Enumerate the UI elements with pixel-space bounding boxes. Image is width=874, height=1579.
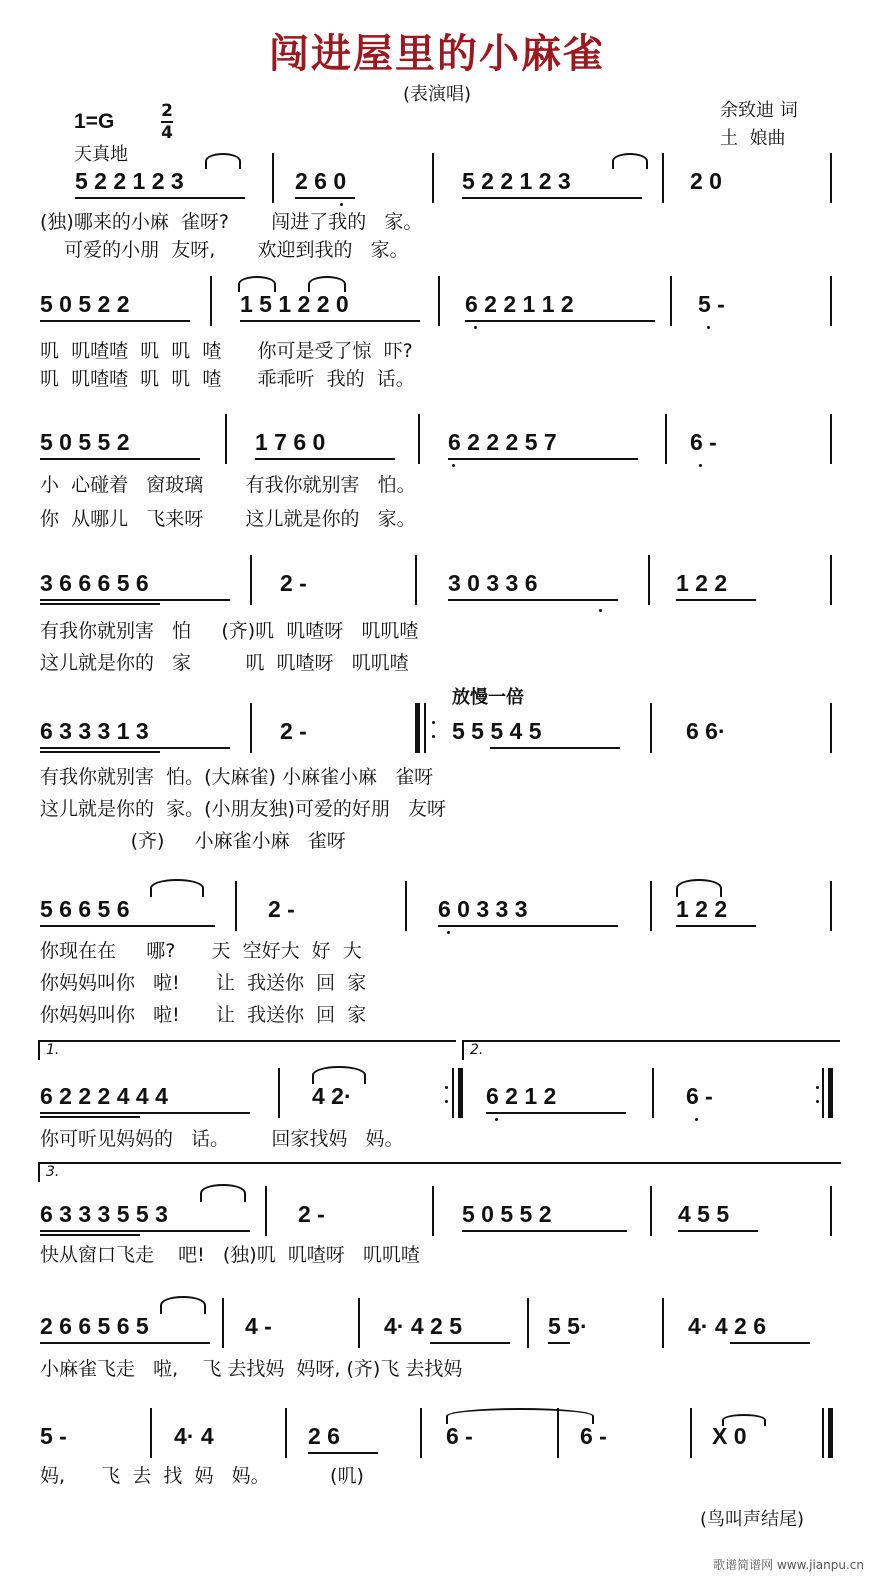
beam bbox=[676, 599, 756, 601]
repeat-dot bbox=[445, 1086, 448, 1089]
measure: 5 5· bbox=[548, 1313, 588, 1339]
barline bbox=[822, 1408, 824, 1458]
beam bbox=[678, 1230, 758, 1232]
measure: 1 2 2 bbox=[676, 570, 728, 596]
measure: 2 - bbox=[280, 718, 307, 744]
subtitle: (表演唱) bbox=[402, 84, 472, 105]
barline bbox=[150, 1408, 152, 1458]
measure: 3 0 3 3 6 bbox=[448, 570, 538, 596]
barline bbox=[690, 1408, 692, 1458]
lyric-verse-2: 这儿就是你的 家 叽 叽喳呀 叽叽喳 bbox=[40, 652, 409, 674]
octave-dot bbox=[474, 326, 477, 329]
slur bbox=[308, 276, 346, 292]
measure: 5 0 5 5 2 bbox=[40, 429, 130, 455]
measure: 1 2 2 bbox=[676, 896, 728, 922]
lyric-verse-2: 你 从哪儿 飞来呀 这儿就是你的 家。 bbox=[40, 508, 416, 530]
beam bbox=[295, 197, 355, 199]
tie bbox=[446, 1408, 594, 1424]
ending-note: (鸟叫声结尾) bbox=[700, 1509, 805, 1530]
slur bbox=[200, 1184, 246, 1202]
octave-dot bbox=[695, 1118, 698, 1121]
measure: 4· 4 2 6 bbox=[688, 1313, 766, 1339]
barline bbox=[222, 1298, 224, 1348]
final-barline bbox=[828, 1408, 833, 1458]
measure: 6 - bbox=[686, 1083, 713, 1109]
lyric-verse-3: (齐) 小麻雀小麻 雀呀 bbox=[40, 830, 346, 852]
measure: 6 0 3 3 3 bbox=[438, 896, 528, 922]
breath-mark bbox=[722, 1414, 766, 1426]
barline bbox=[665, 414, 667, 464]
repeat-end bbox=[828, 1068, 833, 1118]
measure: 5 - bbox=[698, 291, 725, 317]
lyric-verse-1: (独)哪来的小麻 雀呀? 闯进了我的 家。 bbox=[40, 211, 423, 233]
octave-dot bbox=[452, 464, 455, 467]
beam bbox=[676, 925, 756, 927]
beam bbox=[486, 1112, 626, 1114]
barline bbox=[527, 1298, 529, 1348]
measure: 6 - bbox=[580, 1423, 607, 1449]
beam bbox=[40, 458, 200, 460]
slur bbox=[612, 153, 648, 169]
measure: 5 5 5 4 5 bbox=[452, 718, 542, 744]
barline bbox=[830, 1186, 832, 1236]
beam bbox=[40, 599, 230, 601]
barline bbox=[652, 1068, 654, 1118]
beam bbox=[40, 1112, 250, 1114]
beam bbox=[462, 1230, 627, 1232]
measure: 6 2 2 2 5 7 bbox=[448, 429, 557, 455]
measure: 4· 4 2 5 bbox=[384, 1313, 462, 1339]
barline bbox=[830, 276, 832, 326]
barline bbox=[432, 153, 434, 203]
lyric-verse-1: 有我你就别害 怕 (齐)叽 叽喳呀 叽叽喳 bbox=[40, 620, 419, 642]
measure: 6 3 3 3 5 5 3 bbox=[40, 1201, 168, 1227]
tempo-mark: 放慢一倍 bbox=[452, 687, 524, 708]
octave-dot bbox=[707, 326, 710, 329]
lyric-verse-2: 叽 叽喳喳 叽 叽 喳 乖乖听 我的 话。 bbox=[40, 368, 415, 390]
barline bbox=[650, 703, 652, 753]
beam bbox=[40, 925, 215, 927]
slur bbox=[676, 879, 722, 897]
lyric-verse-1: 有我你就别害 怕。(大麻雀) 小麻雀小麻 雀呀 bbox=[40, 766, 434, 788]
beam bbox=[40, 320, 190, 322]
octave-dot bbox=[340, 203, 343, 206]
watermark: 歌谱简谱网 www.jianpu.cn bbox=[713, 1558, 864, 1572]
slur bbox=[205, 153, 241, 169]
lyric-verse-1: 你现在在 哪? 天 空好大 好 大 bbox=[40, 940, 362, 962]
barline bbox=[418, 414, 420, 464]
barline bbox=[670, 276, 672, 326]
barline bbox=[420, 1408, 422, 1458]
barline bbox=[432, 1186, 434, 1236]
lyric-verse-1: 小麻雀飞走 啦, 飞 去找妈 妈呀, (齐)飞 去找妈 bbox=[40, 1358, 463, 1380]
barline bbox=[830, 414, 832, 464]
expression-mark: 天真地 bbox=[74, 144, 128, 165]
measure: 5 6 6 5 6 bbox=[40, 896, 130, 922]
repeat-start bbox=[415, 703, 420, 753]
beam bbox=[40, 1234, 140, 1236]
barline bbox=[272, 153, 274, 203]
slur bbox=[238, 276, 276, 292]
slur bbox=[160, 1296, 206, 1314]
volta-3: 3. bbox=[38, 1162, 841, 1182]
beam bbox=[548, 1342, 570, 1344]
measure: 5 2 2 1 2 3 bbox=[462, 168, 571, 194]
beam bbox=[430, 1342, 510, 1344]
barline bbox=[235, 881, 237, 931]
barline bbox=[424, 703, 426, 753]
beam bbox=[40, 1116, 140, 1118]
lyric-verse-1: 你可听见妈妈的 话。 回家找妈 妈。 bbox=[40, 1128, 404, 1150]
lyric-verse-2: 你妈妈叫你 啦! 让 我送你 回 家 bbox=[40, 972, 367, 994]
barline bbox=[210, 276, 212, 326]
beam bbox=[308, 1452, 378, 1454]
measure: 1 5 1 2 2 0 bbox=[240, 291, 349, 317]
beam bbox=[40, 603, 160, 605]
volta-2: 2. bbox=[462, 1040, 840, 1060]
beam bbox=[40, 751, 160, 753]
barline bbox=[830, 703, 832, 753]
beam bbox=[730, 1342, 810, 1344]
measure: 6 - bbox=[690, 429, 717, 455]
repeat-dot bbox=[816, 1086, 819, 1089]
measure: 2 - bbox=[280, 570, 307, 596]
barline bbox=[438, 276, 440, 326]
beam bbox=[40, 747, 230, 749]
barline bbox=[405, 881, 407, 931]
lyricist-credit: 余致迪 词 bbox=[720, 100, 798, 121]
measure: 4 5 5 bbox=[678, 1201, 730, 1227]
barline bbox=[250, 555, 252, 605]
lyric-verse-2: 可爱的小朋 友呀, 欢迎到我的 家。 bbox=[40, 239, 409, 261]
lyric-verse-3: 你妈妈叫你 啦! 让 我送你 回 家 bbox=[40, 1004, 367, 1026]
beam bbox=[75, 197, 245, 199]
measure: 6 6· bbox=[686, 718, 726, 744]
barline bbox=[830, 555, 832, 605]
beam bbox=[490, 747, 620, 749]
barline bbox=[285, 1408, 287, 1458]
barline bbox=[250, 703, 252, 753]
barline bbox=[415, 555, 417, 605]
volta-1: 1. bbox=[38, 1040, 456, 1060]
barline bbox=[830, 153, 832, 203]
barline bbox=[225, 414, 227, 464]
repeat-dot bbox=[432, 735, 435, 738]
lyric-verse-1: 小 心碰着 窗玻璃 有我你就别害 怕。 bbox=[40, 474, 416, 496]
measure: 4· 4 bbox=[174, 1423, 214, 1449]
beam bbox=[438, 925, 618, 927]
measure: 2 6 6 5 6 5 bbox=[40, 1313, 149, 1339]
barline bbox=[358, 1298, 360, 1348]
measure: 6 3 3 3 1 3 bbox=[40, 718, 149, 744]
barline bbox=[648, 555, 650, 605]
slur bbox=[150, 879, 204, 897]
measure: 2 - bbox=[268, 896, 295, 922]
beam bbox=[40, 1230, 250, 1232]
measure: 3 6 6 6 5 6 bbox=[40, 570, 149, 596]
octave-dot bbox=[447, 931, 450, 934]
beam bbox=[448, 458, 638, 460]
measure: 6 2 2 2 4 4 4 bbox=[40, 1083, 168, 1109]
measure: 4 - bbox=[245, 1313, 272, 1339]
repeat-dot bbox=[432, 721, 435, 724]
barline bbox=[265, 1186, 267, 1236]
barline bbox=[822, 1068, 824, 1118]
composer-credit: 土 娘曲 bbox=[720, 128, 786, 149]
beam bbox=[448, 599, 618, 601]
measure: 2 6 bbox=[308, 1423, 340, 1449]
measure: 5 - bbox=[40, 1423, 67, 1449]
repeat-end bbox=[458, 1068, 463, 1118]
measure: 5 0 5 5 2 bbox=[462, 1201, 552, 1227]
measure: 6 2 2 1 1 2 bbox=[465, 291, 574, 317]
slur bbox=[312, 1066, 366, 1084]
barline bbox=[662, 1298, 664, 1348]
measure: 6 2 1 2 bbox=[486, 1083, 557, 1109]
barline bbox=[662, 153, 664, 203]
octave-dot bbox=[599, 609, 602, 612]
octave-dot bbox=[699, 464, 702, 467]
barline bbox=[650, 1186, 652, 1236]
barline bbox=[452, 1068, 454, 1118]
song-title: 闯进屋里的小麻雀 bbox=[269, 31, 605, 77]
measure: 2 0 bbox=[690, 168, 722, 194]
beam bbox=[465, 320, 655, 322]
measure: 2 6 0 bbox=[295, 168, 347, 194]
measure: 2 - bbox=[298, 1201, 325, 1227]
repeat-dot bbox=[445, 1100, 448, 1103]
measure: 5 0 5 2 2 bbox=[40, 291, 130, 317]
time-signature: 2 4 bbox=[161, 101, 173, 143]
beam bbox=[462, 197, 642, 199]
beam bbox=[40, 1342, 210, 1344]
lyric-verse-1: 叽 叽喳喳 叽 叽 喳 你可是受了惊 吓? bbox=[40, 340, 413, 362]
barline bbox=[650, 881, 652, 931]
measure: X 0 bbox=[712, 1423, 747, 1449]
key-signature: 1=G bbox=[74, 110, 115, 133]
octave-dot bbox=[495, 1118, 498, 1121]
barline bbox=[830, 881, 832, 931]
measure: 4 2· bbox=[312, 1083, 352, 1109]
measure: 1 7 6 0 bbox=[255, 429, 326, 455]
lyric-verse-2: 这儿就是你的 家。(小朋友独)可爱的好朋 友呀 bbox=[40, 798, 447, 820]
beam bbox=[255, 458, 395, 460]
lyric-verse-1: 妈, 飞 去 找 妈 妈。 (叽) bbox=[40, 1465, 364, 1487]
measure: 6 - bbox=[446, 1423, 473, 1449]
repeat-dot bbox=[816, 1100, 819, 1103]
lyric-verse-1: 快从窗口飞走 吧! (独)叽 叽喳呀 叽叽喳 bbox=[40, 1244, 420, 1266]
beam bbox=[240, 320, 420, 322]
measure: 5 2 2 1 2 3 bbox=[75, 168, 184, 194]
barline bbox=[278, 1068, 280, 1118]
